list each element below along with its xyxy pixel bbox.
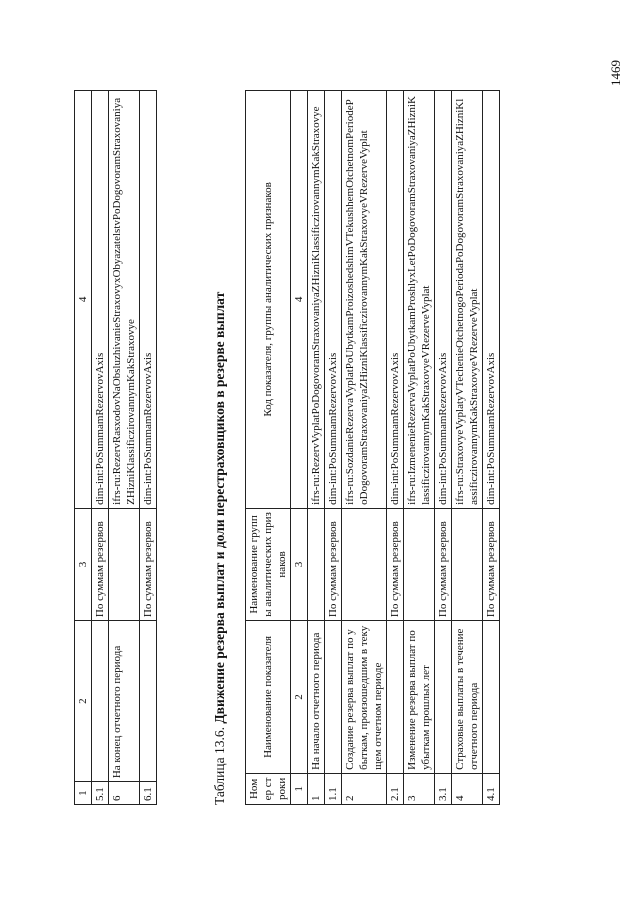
reserve-movement-table — [245, 90, 500, 805]
group-name — [452, 508, 483, 620]
colnum-cell: 3 — [291, 508, 308, 620]
indicator-code: dim-int:PoSummamRezervovAxis — [483, 91, 500, 509]
indicator-name: Создание резерва выплат по убыткам, произошедшим в текущем отчетном периоде — [342, 621, 387, 774]
indicator-name — [387, 621, 404, 774]
table-row — [404, 91, 435, 805]
colnum-cell: 2 — [291, 621, 308, 774]
table-row — [92, 91, 109, 805]
indicator-code: ifrs-ru:StraxovyeVyplatyVTechenieOtchetnogoPeriodaPoDogovoramStraxovaniyaZHizniKlassificzirovannymKakStraxovyeVRezerveVyplat — [452, 91, 483, 509]
table-row — [387, 91, 404, 805]
indicator-code: dim-int:PoSummamRezervovAxis — [140, 91, 157, 509]
indicator-code: ifrs-ru:IzmenenieRezervaVyplatPoUbytkamProshlyxLetPoDogovoramStraxovaniyaZHizniKlassificzirovannymKakStraxovyeVRezerveVyplat — [404, 91, 435, 509]
table-row — [342, 91, 387, 805]
group-name: По суммам резервов — [325, 508, 342, 620]
row-number: 4.1 — [483, 773, 500, 804]
indicator-code: dim-int:PoSummamRezervovAxis — [387, 91, 404, 509]
header-row — [246, 91, 291, 805]
indicator-name — [483, 621, 500, 774]
group-name — [404, 508, 435, 620]
indicator-name: Изменение резерва выплат по убыткам прошлых лет — [404, 621, 435, 774]
indicator-name — [140, 621, 157, 782]
indicator-code: ifrs-ru:SozdanieRezervaVyplatPoUbytkamProizoshedshimVTekushhemOtchetnomPeriodePoDogovoramStraxovaniyaZHizniKlassificzirovannymKakStraxovyeVRezerveVyplat — [342, 91, 387, 509]
colnum-cell: 4 — [291, 91, 308, 509]
row-number: 5.1 — [92, 782, 109, 805]
colnum-cell: 2 — [75, 621, 92, 782]
table-row — [483, 91, 500, 805]
colnum-cell: 1 — [291, 773, 308, 804]
group-name: По суммам резервов — [92, 508, 109, 620]
indicator-name — [435, 621, 452, 774]
indicator-code: ifrs-ru:RezervRasxodovNaObsluzhivanieStraxovyxObyazatelstvPoDogovoramStraxovaniyaZHizniKlassificzirovannymKakStraxovye — [109, 91, 140, 509]
group-name — [342, 508, 387, 620]
header-code: Код показателя, группы аналитических признаков — [246, 91, 291, 509]
row-number: 6 — [109, 782, 140, 805]
row-number: 1 — [308, 773, 325, 804]
indicator-name: На конец отчетного периода — [109, 621, 140, 782]
indicator-name — [92, 621, 109, 782]
indicator-code: dim-int:PoSummamRezervovAxis — [435, 91, 452, 509]
colnum-cell: 1 — [75, 782, 92, 805]
group-name — [308, 508, 325, 620]
table-row — [452, 91, 483, 805]
row-number: 2 — [342, 773, 387, 804]
header-group-name: Наименование группы аналитических признаков — [246, 508, 291, 620]
header-row-number: Номер строки — [246, 773, 291, 804]
table-row — [109, 91, 140, 805]
colnum-cell: 3 — [75, 508, 92, 620]
continued-table — [74, 90, 157, 805]
group-name: По суммам резервов — [140, 508, 157, 620]
header-indicator-name: Наименование показателя — [246, 621, 291, 774]
column-number-row — [291, 91, 308, 805]
table-row — [308, 91, 325, 805]
colnum-cell: 4 — [75, 91, 92, 509]
caption-title: Движение резерва выплат и доли перестраховщиков в резерве выплат — [212, 291, 227, 724]
indicator-code: ifrs-ru:RezervVyplatPoDogovoramStraxovaniyaZHizniKlassificzirovannymKakStraxovye — [308, 91, 325, 509]
table-row — [435, 91, 452, 805]
indicator-name: Страховые выплаты в течение отчетного периода — [452, 621, 483, 774]
indicator-name: На начало отчетного периода — [308, 621, 325, 774]
table-caption — [212, 292, 228, 805]
row-number: 3 — [404, 773, 435, 804]
indicator-code: dim-int:PoSummamRezervovAxis — [325, 91, 342, 509]
group-name: По суммам резервов — [387, 508, 404, 620]
group-name — [109, 508, 140, 620]
page-number: 1469 — [608, 60, 623, 86]
row-number: 2.1 — [387, 773, 404, 804]
row-number: 3.1 — [435, 773, 452, 804]
indicator-code: dim-int:PoSummamRezervovAxis — [92, 91, 109, 509]
group-name: По суммам резервов — [483, 508, 500, 620]
indicator-name — [325, 621, 342, 774]
caption-prefix: Таблица 13.6. — [212, 727, 227, 805]
column-number-row — [75, 91, 92, 805]
table-row — [325, 91, 342, 805]
row-number: 6.1 — [140, 782, 157, 805]
row-number: 1.1 — [325, 773, 342, 804]
group-name: По суммам резервов — [435, 508, 452, 620]
table-row — [140, 91, 157, 805]
row-number: 4 — [452, 773, 483, 804]
